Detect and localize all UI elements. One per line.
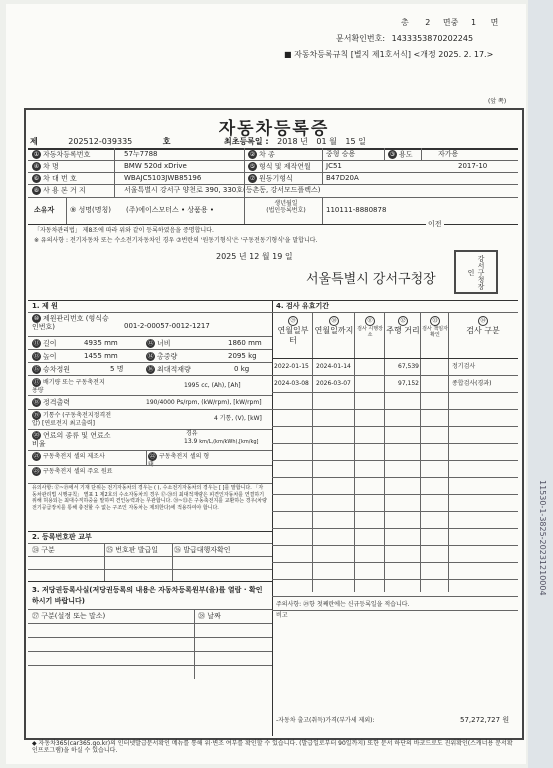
footer-text: ◆ 자동차365(car365.go.kr)의 인터넷발급문서확인 메뉴를 통해 위·변조 여부를 확인할 수 있습니다. (발급일로부터 90일까지) 또한 문서 하단의 바코드로도 진위확인(스캐너용 문서확인프로그램)을 하실 수 있습니다. (32, 740, 513, 755)
reg-month: 01 (316, 137, 327, 146)
reg-year: 2018 (277, 137, 298, 146)
inspection-row-line (272, 443, 518, 444)
spec-width-value: 1860 mm (228, 339, 262, 347)
plate-col-type: ㉔ 구분 (32, 546, 55, 554)
owner-birth-label: 생년월일 (법인등록번호) (266, 200, 306, 215)
inspection-mileage-cell: 97,152 (398, 380, 419, 387)
spec-total-weight-label: ⑭ 총중량 (147, 352, 178, 361)
spec-cylinders-label: ⑲ 기통수 (구동축전지정격전압) [연료전지 최고출력] (32, 412, 112, 427)
spec-length-value: 4935 mm (84, 339, 118, 347)
inspection-from-cell: 2022-01-15 (274, 363, 309, 370)
owner-birth-value: 110111-8880878 (326, 206, 387, 214)
doc-check-label: 문서확인번호: (336, 34, 386, 43)
issue-date: 2025 년 12 월 19 일 (216, 252, 293, 261)
doc-check-number: 1433353870202245 (391, 34, 474, 43)
field-date-value: 2017-10 (458, 162, 488, 170)
field-type-date-label: ⑤ 형식 및 제작연월 (249, 162, 311, 171)
owner-name-value: (주)에이스모터스 • 상품용 • (126, 206, 215, 214)
field-usage-value: 자가용 (438, 150, 459, 158)
spec-section-label: 1. 제 원 (32, 302, 58, 310)
doc-check (336, 34, 473, 44)
regulation-text: ■ 자동차등록규칙 [별지 제1호서식] <개정 2025. 2. 17.> (284, 50, 494, 59)
side-label: (앞 쪽) (488, 98, 507, 105)
field-reg-no-label: ① 자동차등록번호 (33, 150, 91, 159)
plate-col-issue-date: ㉕ 번호판 발급일 (106, 546, 159, 554)
inspection-row-line (272, 494, 518, 495)
spec-max-load-value: 0 kg (234, 365, 250, 373)
spec-max-load-label: ⑯ 최대적재량 (147, 365, 191, 374)
document-title: 자동차등록증 (218, 119, 330, 139)
spec-height-label: ⑬ 높이 (33, 352, 57, 361)
spec-cell-material-label: ㉓ 구동축전지 셀의 주요 원료 (33, 468, 113, 475)
spec-fuel-type: 경유 (186, 430, 198, 437)
inspection-row-line (272, 579, 518, 580)
spec-output-label: ⑱ 정격출력 (33, 398, 71, 407)
inspection-to-cell: 2026-03-07 (316, 380, 351, 387)
field-model-value: BMW 520d xDrive (124, 162, 187, 170)
inspection-row-line (272, 392, 518, 393)
reg-day: 15 (345, 137, 356, 146)
field-model-label: ④ 차 명 (33, 162, 59, 171)
statement-text: 「자동차관리법」 제8조에 따라 위와 같이 등록하였음을 증명합니다. (34, 227, 214, 234)
field-address-value: 서울특별시 강서구 양천로 390, 330호(등촌동, 강서모드플렉스) (124, 186, 321, 194)
seal-text: 강서구청장인 (467, 254, 485, 290)
spec-output-value: 190/4000 Ps/rpm, (kW/rpm), [kW/rpm] (146, 399, 262, 406)
mortgage-col-type: ㉗ 구분(설정 또는 말소) (32, 612, 106, 620)
inspection-from-cell: 2024-03-08 (274, 380, 309, 387)
inspection-col-confirm: ㉝ 검사 책임자 확인 (422, 318, 448, 338)
note-text: ※ 유의사항 : 전기자동차 또는 수소전기자동차인 경우 ⑦번란의 '원동기형식'은 '구동전동기형식'을 말합니다. (34, 237, 318, 244)
inspection-row-line (272, 562, 518, 563)
field-type-value: JC51 (326, 162, 342, 170)
spec-note: 유의사항: ⑰~⑲에서 기재 단위는 전기자동차의 경우는 ( ), 수소전기자동차의 경우는 [ ]를 말합니다. 「자동차관리법 시행규칙」 별표 1 제2호의 수소자동차의 경우 ⑰·⑳의 최대적재량은 피견인자동차를 연결하기 위해 허용되는 최대수직하중을 말하며 견인능력과는 무관합니다. ⑳~㉓은 구동축전지를 교환하는 경우(차량 전기공급장치를 통해 충전할 수 없는 구조인 자동차는 제외한다)에 적용하여야 합니다. (32, 485, 267, 511)
spec-width-label: ⑫ 너비 (147, 339, 171, 348)
field-usage-label: ③ 용도 (389, 150, 413, 159)
page-counter (401, 18, 521, 28)
total-pages: 2 (425, 18, 431, 27)
spec-fuel-label: ⑳ 연료의 종류 및 연료소비율 (32, 431, 111, 448)
owner-label: 소유자 (34, 206, 55, 214)
inspection-section-label: 4. 검사 유효기간 (276, 302, 329, 310)
inspection-row-line (272, 375, 518, 376)
inspection-col-from: ㉙ 연월일부터 (277, 318, 309, 345)
spec-cylinders-value: 4 기통, (V), [kW] (214, 415, 262, 422)
field-vin-label: ⑥ 차 대 번 호 (33, 174, 77, 183)
registration-number: 202512-039335 (68, 137, 133, 146)
spec-capacity-label: ⑮ 승차정원 (33, 365, 71, 374)
field-engine-value: B47D20A (326, 174, 359, 182)
remarks-label: 비고 (276, 612, 288, 619)
inspection-row-line (272, 409, 518, 410)
spec-total-weight-value: 2095 kg (228, 352, 257, 360)
field-vehicle-type-label: ② 차 종 (249, 150, 275, 159)
first-registration-date (224, 137, 366, 147)
inspection-to-cell: 2024-01-14 (316, 363, 351, 370)
inspection-row-line (272, 545, 518, 546)
mortgage-col-date: ㉘ 날짜 (198, 612, 221, 620)
spec-fuel-value: 13.9 km/L,(km/kWh),[km/kg] (184, 438, 259, 445)
reg-month-unit: 월 (329, 137, 337, 146)
inspection-row-line (272, 477, 518, 478)
total-label: 총 (401, 18, 409, 27)
first-reg-label: 최초등록일 : (224, 137, 269, 146)
plate-col-agent: ㉖ 발급대행자확인 (174, 546, 231, 554)
transfer-label: 이전 (428, 220, 442, 228)
field-address-label: ⑧ 사 용 본 거 지 (33, 186, 86, 195)
reg-year-unit: 년 (300, 137, 308, 146)
official-seal (454, 250, 498, 294)
owner-name-label: ⑨ 성명(명칭) (70, 206, 112, 214)
inspection-col-mileage: ㉜ 주행 거리 (386, 318, 420, 335)
inspection-row-line (272, 528, 518, 529)
spec-length-label: ⑪ 길이 (33, 339, 57, 348)
reg-day-unit: 일 (358, 137, 366, 146)
registration-certificate (6, 4, 526, 764)
spec-cell-maker-label: ㉑ 구동축전지 셀의 제조사 (33, 453, 105, 460)
inspection-col-type: ㉞ 검사 구분 (466, 318, 500, 335)
spec-mgmt-value: 001-2-00057-0012-1217 (124, 322, 210, 330)
mortgage-section-label: 3. 저당권등록사실(저당권등록의 내용은 자동차등록원부(을)를 열람 · 확인하시기 바랍니다) (32, 586, 263, 605)
inspection-mileage-cell: 67,539 (398, 363, 419, 370)
spec-displacement-value: 1995 cc, (Ah), [Ah] (184, 382, 241, 389)
field-reg-no-value: 57누7788 (124, 150, 158, 158)
price-label: -자동차 출고(취득)가격(부가세 제외): (276, 717, 375, 724)
price-value: 57,272,727 원 (460, 716, 510, 724)
registration-number-row (30, 137, 171, 147)
page-label: 면중 (442, 18, 459, 27)
inspection-caution: 주의사항: ㉙항 첫째란에는 신규등록일을 적습니다. (276, 601, 410, 608)
issuer-name: 서울특별시 강서구청장 (306, 272, 436, 287)
page-no: 1 (470, 18, 477, 27)
page-suffix: 면 (490, 18, 499, 27)
inspection-type-cell: 종합검사(경과) (452, 380, 492, 387)
no-label: 제 (30, 137, 38, 146)
inspection-col-to: ㉚ 연월일까지 (314, 318, 354, 335)
spec-height-value: 1455 mm (84, 352, 118, 360)
inspection-row-line (272, 426, 518, 427)
spec-mgmt-label: ⑩ 제원관리번호 (형식승인번호) (32, 314, 109, 331)
field-engine-label: ⑦ 원동기형식 (249, 174, 293, 183)
spec-capacity-value: 5 명 (110, 365, 124, 373)
inspection-type-cell: 정기검사 (452, 363, 476, 370)
inspection-row-line (272, 511, 518, 512)
no-suffix: 호 (162, 137, 171, 146)
field-vin-value: WBAJC5103JWB85196 (124, 174, 202, 182)
plate-section-label: 2. 등록번호판 교부 (32, 533, 92, 541)
field-vehicle-type-value: 중형 승용 (326, 150, 356, 158)
spec-cell-type-label: ㉒ 구동축전지 셀의 형태 (148, 453, 210, 468)
inspection-row-line (272, 596, 518, 597)
side-number: 11530-1-3825-20231210004 (538, 480, 547, 596)
spec-displacement-label: ⑰ 배기량 또는 구동축전지 용량 (32, 379, 105, 394)
inspection-col-place: ㉛ 검사 시행장소 (357, 318, 383, 338)
inspection-row-line (272, 460, 518, 461)
